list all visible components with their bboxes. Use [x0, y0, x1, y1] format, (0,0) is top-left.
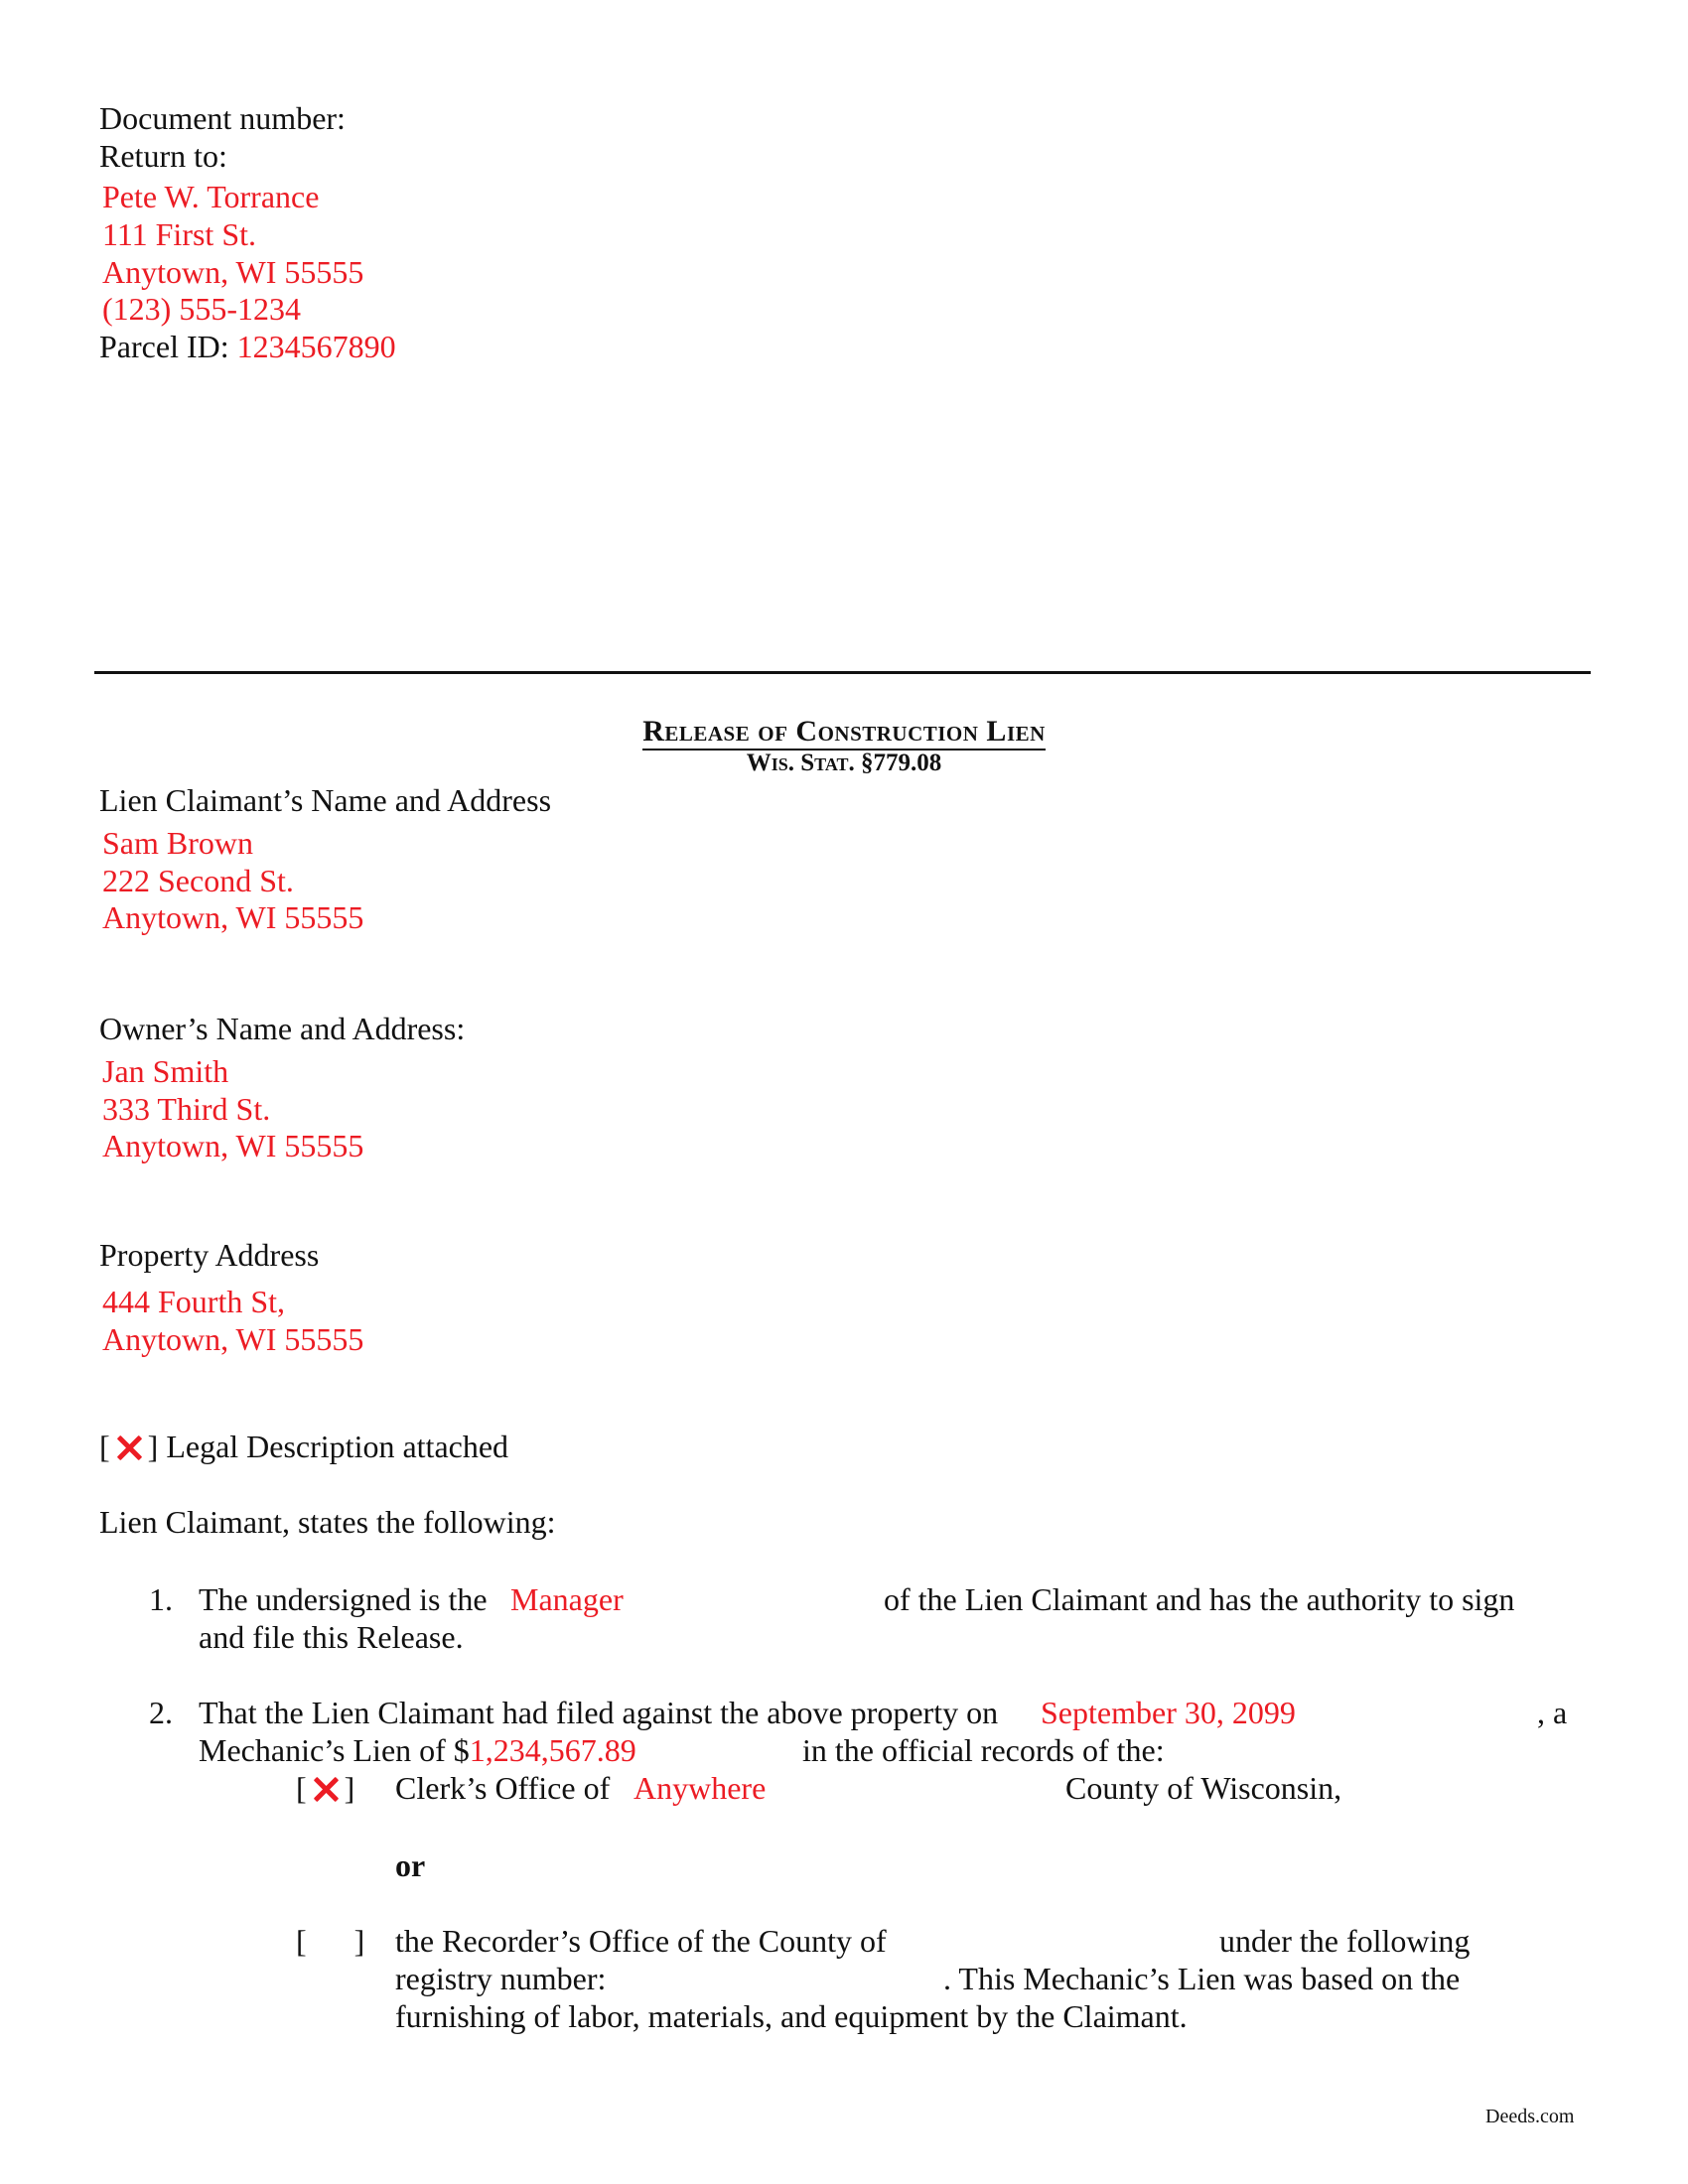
property-city: Anytown, WI 55555	[102, 1321, 364, 1357]
claimant-name: Sam Brown	[102, 825, 253, 861]
item2-number: 2.	[149, 1695, 173, 1730]
x-mark-icon	[313, 1776, 339, 1802]
claimant-street: 222 Second St.	[102, 863, 294, 898]
clerk-county-suffix: County of Wisconsin,	[1065, 1770, 1342, 1806]
recorder-office-text: the Recorder’s Office of the County of	[395, 1923, 887, 1959]
legal-checkbox[interactable]	[99, 1429, 158, 1464]
registry-number-label: registry number:	[395, 1961, 607, 1996]
item1-text-c: and file this Release.	[199, 1619, 464, 1655]
item1-number: 1.	[149, 1581, 173, 1617]
item1-text-b: of the Lien Claimant and has the authority to sign	[884, 1581, 1515, 1617]
item2-text-a: That the Lien Claimant had filed against the above property on	[199, 1695, 999, 1730]
recorder-office-checkbox[interactable]: [ ]	[296, 1923, 365, 1959]
legal-description-row	[99, 1428, 508, 1465]
item2-text-b	[199, 1731, 636, 1769]
property-label: Property Address	[99, 1237, 320, 1273]
footer-brand: Deeds.com	[1485, 2106, 1575, 2127]
return-city: Anytown, WI 55555	[102, 254, 364, 290]
item2-text-b-end: in the official records of the:	[802, 1732, 1165, 1768]
parcel-label: Parcel ID:	[99, 329, 229, 364]
claimant-statement-intro: Lien Claimant, states the following:	[99, 1504, 556, 1540]
item2-date-value: September 30, 2099	[1041, 1695, 1296, 1730]
statute-subtitle: Wis. Stat. §779.08	[746, 750, 942, 776]
recorder-office-text-b: under the following	[1219, 1923, 1471, 1959]
clerk-checkbox-close: ]	[344, 1770, 355, 1806]
document-title	[0, 715, 1688, 749]
return-to-label: Return to:	[99, 138, 227, 174]
owner-street: 333 Third St.	[102, 1091, 271, 1127]
header-divider	[94, 671, 1591, 674]
item2-text-a-end: , a	[1537, 1695, 1568, 1730]
legal-checkbox-close: ]	[147, 1429, 159, 1464]
owner-name: Jan Smith	[102, 1053, 229, 1089]
legal-description-text: Legal Description attached	[166, 1429, 509, 1464]
return-street: 111 First St.	[102, 216, 256, 252]
item1-text-a: The undersigned is the	[199, 1581, 488, 1617]
property-street: 444 Fourth St,	[102, 1284, 286, 1319]
or-label: or	[395, 1847, 426, 1883]
item2-lien-label: Mechanic’s Lien of $	[199, 1732, 470, 1768]
claimant-city: Anytown, WI 55555	[102, 899, 364, 935]
return-name: Pete W. Torrance	[102, 179, 320, 214]
recorder-office-text-d: . This Mechanic’s Lien was based on the	[943, 1961, 1461, 1996]
legal-checkbox-open: [	[99, 1429, 110, 1464]
return-phone: (123) 555-1234	[102, 291, 301, 327]
document-number-label: Document number:	[99, 100, 346, 136]
item1-title-value: Manager	[510, 1581, 624, 1617]
clerk-checkbox-open: [	[296, 1770, 307, 1806]
parcel-id: 1234567890	[236, 329, 396, 364]
owner-city: Anytown, WI 55555	[102, 1128, 364, 1163]
parcel-row	[99, 328, 396, 365]
clerk-office-checkbox[interactable]	[296, 1769, 354, 1807]
x-mark-icon	[116, 1434, 142, 1460]
document-title-text: Release of Construction Lien	[642, 715, 1046, 751]
owner-label: Owner’s Name and Address:	[99, 1011, 466, 1046]
clerk-office-text: Clerk’s Office of	[395, 1770, 611, 1806]
recorder-office-text-e: furnishing of labor, materials, and equipment by the Claimant.	[395, 1998, 1188, 2034]
item2-amount-value: 1,234,567.89	[469, 1732, 636, 1768]
claimant-label: Lien Claimant’s Name and Address	[99, 782, 552, 818]
clerk-county-value: Anywhere	[633, 1770, 767, 1806]
